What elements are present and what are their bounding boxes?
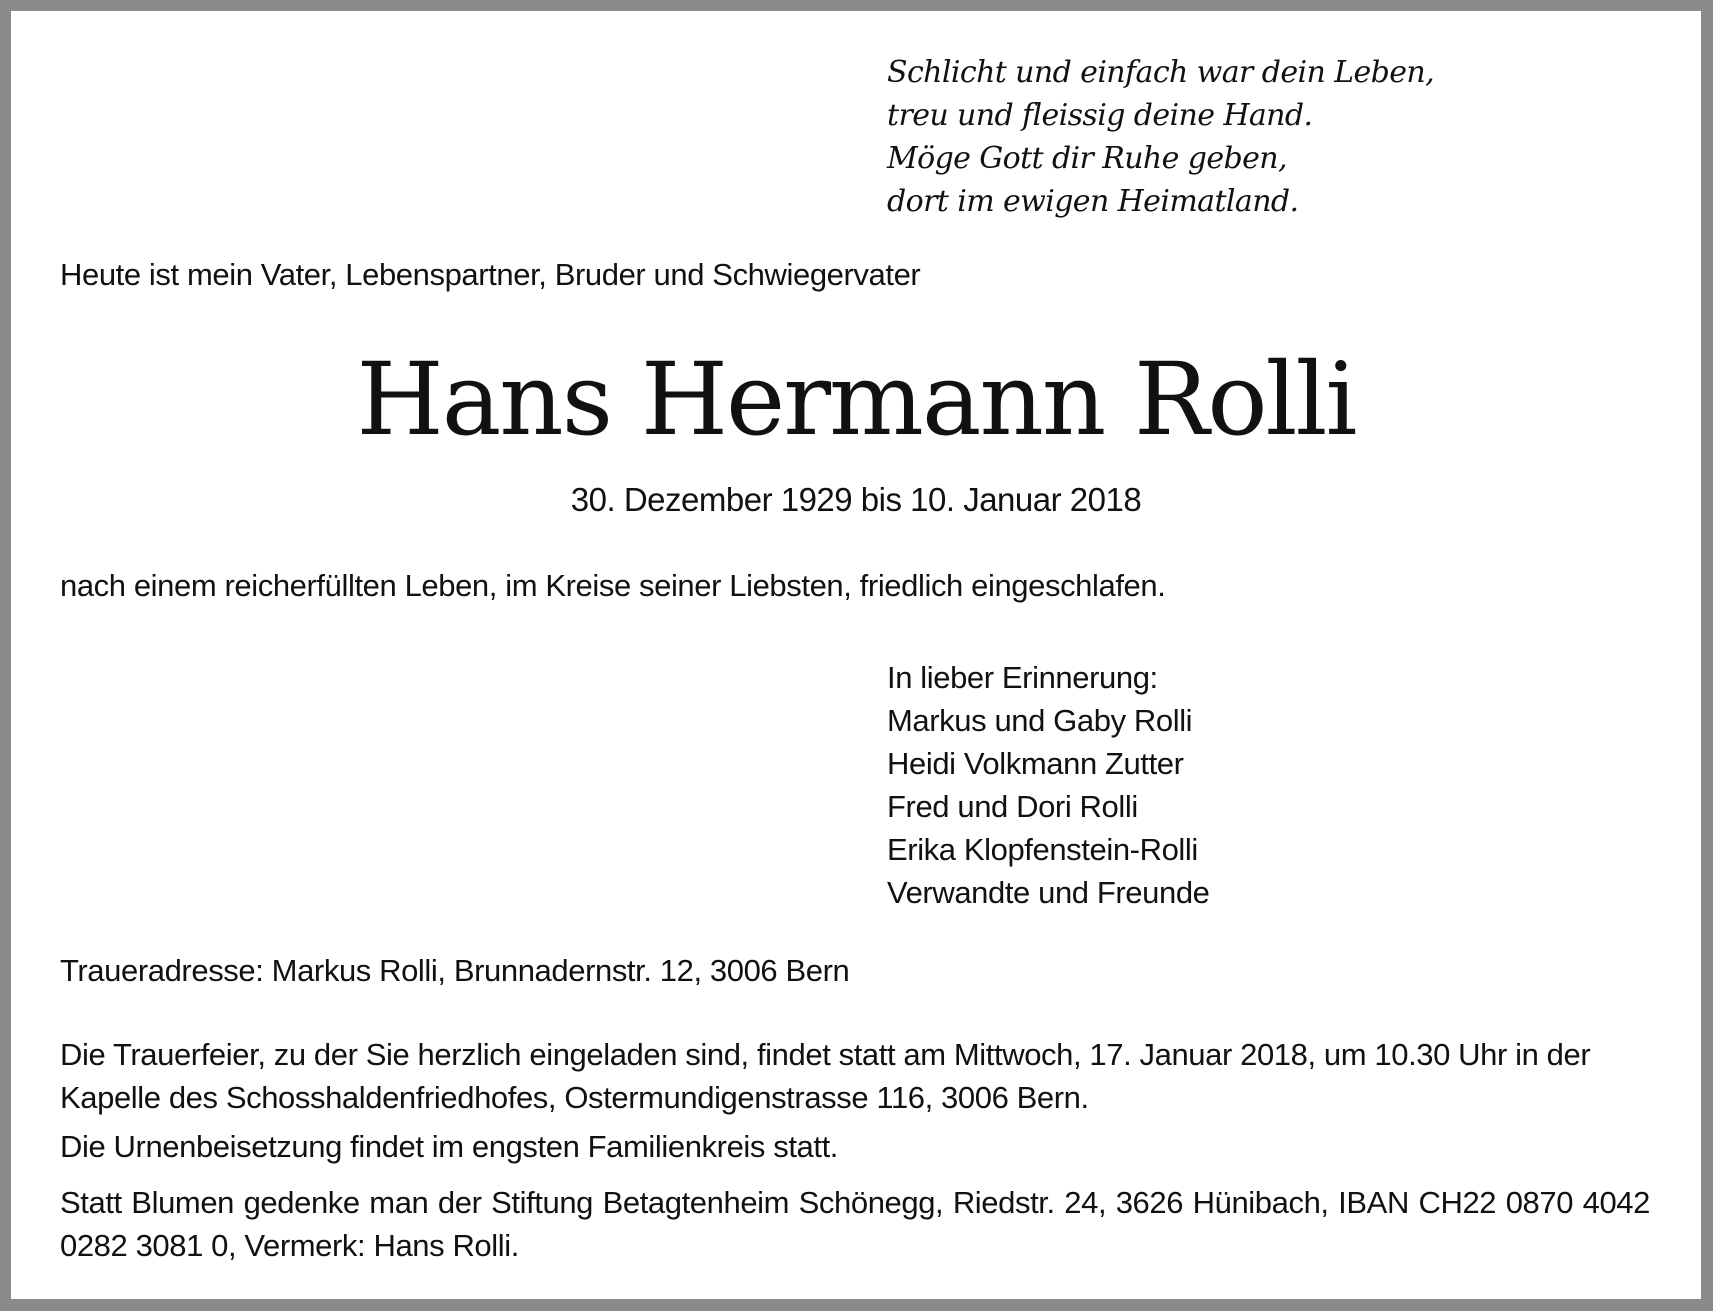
poem-line: treu und fleissig deine Hand. (887, 98, 1313, 133)
poem-line: dort im ewigen Heimatland. (887, 184, 1299, 219)
mourner-name: Fred und Dori Rolli (887, 789, 1138, 824)
poem-line: Möge Gott dir Ruhe geben, (887, 141, 1287, 176)
mourners-list (887, 656, 1210, 914)
poem (887, 51, 1434, 223)
burial-note: Die Urnenbeisetzung findet im engsten Familienkreis statt. (60, 1129, 839, 1164)
ceremony-details: Die Trauerfeier, zu der Sie herzlich eingeladen sind, findet statt am Mittwoch, 17. Januar 2018, um 10.30 Uhr in der Kapelle des Schosshaldenfriedhofes, Ostermundigenstrasse 116, 3006 Bern. (60, 1037, 1591, 1115)
mourner-name: Verwandte und Freunde (887, 875, 1210, 910)
life-dates: 30. Dezember 1929 bis 10. Januar 2018 (570, 481, 1142, 518)
deceased-name: Hans Hermann Rolli (356, 341, 1356, 458)
passing-text: nach einem reicherfüllten Leben, im Kreise seiner Liebsten, friedlich eingeschlafen. (60, 568, 1166, 603)
mourning-address: Traueradresse: Markus Rolli, Brunnadernstr. 12, 3006 Bern (60, 953, 850, 988)
mourners-heading: In lieber Erinnerung: (887, 660, 1158, 695)
mourner-name: Heidi Volkmann Zutter (887, 746, 1184, 781)
mourner-name: Erika Klopfenstein-Rolli (887, 832, 1198, 867)
obituary-page (11, 11, 1701, 1299)
mourner-name: Markus und Gaby Rolli (887, 703, 1193, 738)
donation-note: Statt Blumen gedenke man der Stiftung Betagtenheim Schönegg, Riedstr. 24, 3626 Hünibach, IBAN CH22 0870 4042 0282 3081 0, Vermerk: Hans Rolli. (60, 1185, 1650, 1263)
intro-text: Heute ist mein Vater, Lebenspartner, Bruder und Schwiegervater (60, 257, 921, 292)
poem-line: Schlicht und einfach war dein Leben, (887, 55, 1435, 90)
